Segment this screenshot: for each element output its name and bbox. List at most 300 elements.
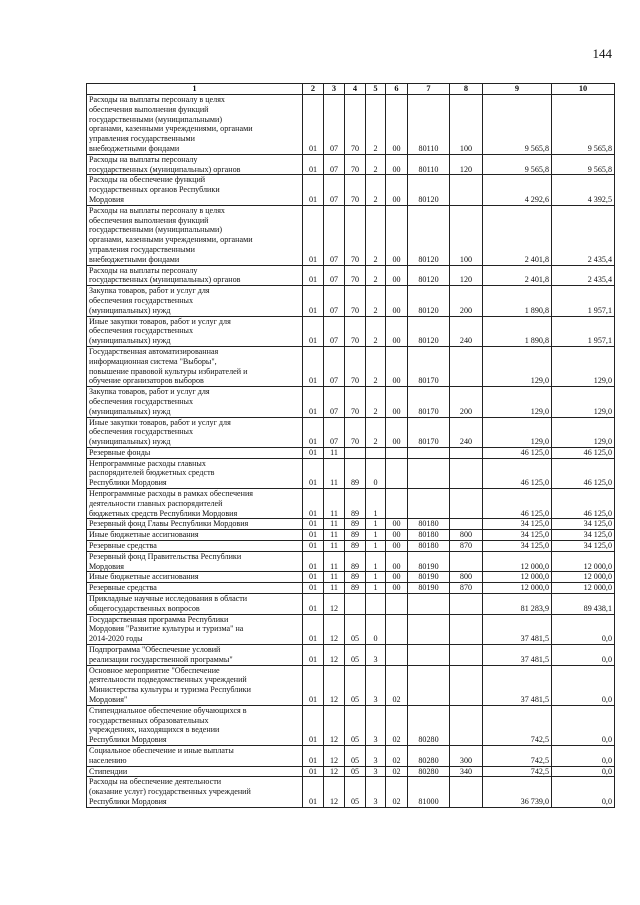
code-section-cell: 11 [324,519,345,530]
code-expense-type-cell [450,777,483,807]
expense-name-cell: Закупка товаров, работ и услуг для обеспечения государственных (муниципальных) нужд [87,387,303,417]
code-program-cell: 05 [345,665,366,705]
amount-year-2-cell: 0,0 [552,614,615,644]
code-program-cell: 05 [345,705,366,745]
code-section-cell: 12 [324,705,345,745]
code-program-cell: 89 [345,530,366,541]
code-subprogram-cell: 2 [366,346,386,386]
code-program-cell: 05 [345,746,366,767]
code-section-cell: 12 [324,594,345,615]
code-expense-type-cell: 340 [450,766,483,777]
amount-year-1-cell: 12 000,0 [483,551,552,572]
code-subprogram-cell: 3 [366,766,386,777]
code-ministry-cell: 01 [303,645,324,666]
expense-name-cell: Закупка товаров, работ и услуг для обеспечения государственных (муниципальных) нужд [87,286,303,316]
code-section-cell: 11 [324,551,345,572]
code-direction-cell: 80180 [408,541,450,552]
code-subprogram-cell: 2 [366,175,386,205]
code-section-cell: 07 [324,387,345,417]
amount-year-2-cell: 4 392,5 [552,175,615,205]
amount-year-2-cell: 2 435,4 [552,205,615,265]
code-section-cell: 12 [324,746,345,767]
table-row [87,766,615,777]
code-section-cell: 07 [324,154,345,175]
code-ministry-cell: 01 [303,95,324,155]
column-header-5: 5 [366,84,386,95]
code-ministry-cell: 01 [303,489,324,519]
code-program-cell: 89 [345,541,366,552]
code-event-cell: 02 [386,665,408,705]
amount-year-2-cell: 0,0 [552,705,615,745]
code-subprogram-cell: 1 [366,530,386,541]
code-direction-cell: 80120 [408,286,450,316]
code-ministry-cell: 01 [303,205,324,265]
table-row [87,175,615,205]
code-section-cell: 12 [324,777,345,807]
code-ministry-cell: 01 [303,154,324,175]
code-event-cell: 00 [386,316,408,346]
expense-name-cell: Расходы на выплаты персоналу в целях обеспечения выполнения функций государственными (муниципальными) органами, казенными учреждениями, органами управления государственными внебюджетными фондами [87,205,303,265]
code-subprogram-cell: 2 [366,265,386,286]
amount-year-2-cell: 9 565,8 [552,95,615,155]
code-event-cell: 00 [386,551,408,572]
code-ministry-cell: 01 [303,265,324,286]
expense-name-cell: Резервные средства [87,583,303,594]
amount-year-1-cell: 1 890,8 [483,286,552,316]
amount-year-2-cell: 9 565,8 [552,154,615,175]
budget-table [86,83,615,808]
expense-name-cell: Подпрограмма "Обеспечение условий реализации государственной программы" [87,645,303,666]
code-program-cell: 70 [345,417,366,447]
table-row [87,541,615,552]
code-expense-type-cell [450,447,483,458]
amount-year-1-cell: 46 125,0 [483,458,552,488]
code-direction-cell [408,594,450,615]
code-section-cell: 07 [324,205,345,265]
amount-year-2-cell: 46 125,0 [552,458,615,488]
code-expense-type-cell [450,614,483,644]
table-row [87,572,615,583]
code-event-cell: 00 [386,154,408,175]
expense-name-cell: Непрограммные расходы в рамках обеспечения деятельности главных распорядителей бюджетных средств Республики Мордовия [87,489,303,519]
code-expense-type-cell [450,346,483,386]
code-event-cell: 00 [386,572,408,583]
amount-year-1-cell: 37 481,5 [483,614,552,644]
code-subprogram-cell: 1 [366,572,386,583]
code-section-cell: 07 [324,346,345,386]
code-program-cell: 05 [345,614,366,644]
code-event-cell: 02 [386,746,408,767]
table-row [87,346,615,386]
code-expense-type-cell: 800 [450,530,483,541]
table-row [87,286,615,316]
code-event-cell: 00 [386,205,408,265]
code-expense-type-cell: 100 [450,95,483,155]
expense-name-cell: Иные бюджетные ассигнования [87,530,303,541]
amount-year-2-cell: 34 125,0 [552,519,615,530]
amount-year-1-cell: 34 125,0 [483,530,552,541]
amount-year-2-cell: 34 125,0 [552,541,615,552]
code-program-cell: 89 [345,458,366,488]
table-row [87,777,615,807]
code-program-cell: 05 [345,645,366,666]
code-ministry-cell: 01 [303,447,324,458]
expense-name-cell: Иные закупки товаров, работ и услуг для обеспечения государственных (муниципальных) нужд [87,417,303,447]
code-event-cell: 00 [386,530,408,541]
code-subprogram-cell: 0 [366,458,386,488]
expense-name-cell: Расходы на выплаты персоналу государственных (муниципальных) органов [87,154,303,175]
column-header-6: 6 [386,84,408,95]
table-row [87,417,615,447]
amount-year-1-cell: 34 125,0 [483,519,552,530]
code-expense-type-cell [450,175,483,205]
table-row [87,551,615,572]
expense-name-cell: Расходы на выплаты персоналу государственных (муниципальных) органов [87,265,303,286]
amount-year-2-cell: 0,0 [552,665,615,705]
amount-year-2-cell: 129,0 [552,346,615,386]
code-ministry-cell: 01 [303,387,324,417]
code-ministry-cell: 01 [303,766,324,777]
amount-year-2-cell: 34 125,0 [552,530,615,541]
table-row [87,746,615,767]
code-event-cell: 00 [386,265,408,286]
code-ministry-cell: 01 [303,458,324,488]
code-event-cell: 02 [386,777,408,807]
amount-year-1-cell: 12 000,0 [483,583,552,594]
expense-name-cell: Расходы на обеспечение функций государственных органов Республики Мордовия [87,175,303,205]
code-subprogram-cell: 2 [366,154,386,175]
code-direction-cell: 80280 [408,766,450,777]
amount-year-1-cell: 37 481,5 [483,645,552,666]
code-section-cell: 11 [324,458,345,488]
code-direction-cell: 80190 [408,583,450,594]
code-program-cell: 89 [345,572,366,583]
amount-year-2-cell: 0,0 [552,746,615,767]
column-header-7: 7 [408,84,450,95]
code-program-cell: 05 [345,766,366,777]
code-direction-cell: 80120 [408,205,450,265]
amount-year-1-cell: 1 890,8 [483,316,552,346]
amount-year-1-cell: 129,0 [483,346,552,386]
code-direction-cell: 80170 [408,387,450,417]
code-event-cell: 00 [386,175,408,205]
code-expense-type-cell: 240 [450,316,483,346]
code-direction-cell [408,458,450,488]
code-program-cell: 70 [345,387,366,417]
code-program-cell: 70 [345,265,366,286]
code-ministry-cell: 01 [303,346,324,386]
column-header-4: 4 [345,84,366,95]
code-subprogram-cell: 2 [366,95,386,155]
code-event-cell: 00 [386,417,408,447]
code-ministry-cell: 01 [303,541,324,552]
code-subprogram-cell: 2 [366,286,386,316]
column-header-10: 10 [552,84,615,95]
code-event-cell [386,458,408,488]
code-expense-type-cell: 240 [450,417,483,447]
table-row [87,154,615,175]
amount-year-2-cell: 12 000,0 [552,551,615,572]
code-direction-cell [408,447,450,458]
code-ministry-cell: 01 [303,746,324,767]
code-subprogram-cell: 1 [366,551,386,572]
code-direction-cell [408,645,450,666]
table-row [87,489,615,519]
code-program-cell: 89 [345,519,366,530]
code-direction-cell: 80120 [408,265,450,286]
code-subprogram-cell: 3 [366,705,386,745]
amount-year-1-cell: 36 739,0 [483,777,552,807]
amount-year-1-cell: 9 565,8 [483,95,552,155]
code-expense-type-cell [450,489,483,519]
amount-year-1-cell: 4 292,6 [483,175,552,205]
code-section-cell: 07 [324,316,345,346]
code-direction-cell [408,665,450,705]
code-expense-type-cell: 870 [450,541,483,552]
code-direction-cell: 81000 [408,777,450,807]
code-ministry-cell: 01 [303,530,324,541]
amount-year-1-cell: 129,0 [483,417,552,447]
code-ministry-cell: 01 [303,705,324,745]
amount-year-1-cell: 742,5 [483,766,552,777]
expense-name-cell: Расходы на обеспечение деятельности (оказание услуг) государственных учреждений Республики Мордовия [87,777,303,807]
code-section-cell: 07 [324,265,345,286]
code-ministry-cell: 01 [303,519,324,530]
column-header-8: 8 [450,84,483,95]
expense-name-cell: Резервный фонд Правительства Республики Мордовия [87,551,303,572]
code-event-cell [386,489,408,519]
code-expense-type-cell [450,594,483,615]
code-subprogram-cell: 1 [366,583,386,594]
code-ministry-cell: 01 [303,417,324,447]
code-expense-type-cell [450,645,483,666]
expense-name-cell: Государственная программа Республики Мордовия "Развитие культуры и туризма" на 2014-2020 годы [87,614,303,644]
code-direction-cell: 80170 [408,346,450,386]
amount-year-2-cell: 0,0 [552,777,615,807]
table-header-row [87,84,615,95]
code-ministry-cell: 01 [303,665,324,705]
expense-name-cell: Расходы на выплаты персоналу в целях обеспечения выполнения функций государственными (муниципальными) органами, казенными учреждениями, органами управления государственными внебюджетными фондами [87,95,303,155]
code-event-cell: 00 [386,541,408,552]
table-row [87,665,615,705]
code-event-cell: 00 [386,519,408,530]
amount-year-1-cell: 2 401,8 [483,205,552,265]
code-ministry-cell: 01 [303,594,324,615]
code-ministry-cell: 01 [303,551,324,572]
table-row [87,316,615,346]
code-ministry-cell: 01 [303,175,324,205]
expense-name-cell: Стипендиальное обеспечение обучающихся в государственных образовательных учреждениях, находящихся в ведении Республики Мордовия [87,705,303,745]
code-event-cell: 00 [386,346,408,386]
code-event-cell: 00 [386,583,408,594]
amount-year-2-cell: 1 957,1 [552,316,615,346]
code-expense-type-cell: 200 [450,387,483,417]
amount-year-1-cell: 2 401,8 [483,265,552,286]
amount-year-2-cell: 2 435,4 [552,265,615,286]
code-direction-cell: 80280 [408,705,450,745]
code-subprogram-cell: 3 [366,746,386,767]
amount-year-2-cell: 46 125,0 [552,489,615,519]
table-row [87,95,615,155]
code-program-cell: 70 [345,175,366,205]
table-row [87,530,615,541]
code-event-cell [386,447,408,458]
amount-year-2-cell: 89 438,1 [552,594,615,615]
code-section-cell: 12 [324,766,345,777]
code-event-cell [386,614,408,644]
table-row [87,705,615,745]
amount-year-2-cell: 0,0 [552,766,615,777]
code-subprogram-cell: 1 [366,519,386,530]
code-ministry-cell: 01 [303,316,324,346]
code-program-cell: 70 [345,95,366,155]
column-header-1: 1 [87,84,303,95]
table-row [87,614,615,644]
column-header-3: 3 [324,84,345,95]
amount-year-1-cell: 9 565,8 [483,154,552,175]
code-section-cell: 12 [324,614,345,644]
code-expense-type-cell [450,458,483,488]
code-section-cell: 07 [324,417,345,447]
table-row [87,265,615,286]
code-expense-type-cell: 800 [450,572,483,583]
code-subprogram-cell: 2 [366,205,386,265]
code-program-cell: 70 [345,346,366,386]
amount-year-1-cell: 37 481,5 [483,665,552,705]
code-program-cell: 70 [345,205,366,265]
code-subprogram-cell: 2 [366,316,386,346]
code-section-cell: 07 [324,175,345,205]
code-direction-cell: 80110 [408,95,450,155]
code-section-cell: 12 [324,645,345,666]
code-subprogram-cell: 3 [366,645,386,666]
code-direction-cell: 80180 [408,530,450,541]
code-event-cell: 00 [386,387,408,417]
code-direction-cell: 80120 [408,316,450,346]
code-program-cell: 89 [345,583,366,594]
code-program-cell: 89 [345,551,366,572]
code-expense-type-cell [450,519,483,530]
expense-name-cell: Непрограммные расходы главных распорядителей бюджетных средств Республики Мордовия [87,458,303,488]
code-direction-cell: 80170 [408,417,450,447]
code-event-cell [386,594,408,615]
amount-year-2-cell: 129,0 [552,387,615,417]
code-subprogram-cell: 3 [366,777,386,807]
code-subprogram-cell: 0 [366,614,386,644]
code-event-cell [386,645,408,666]
code-program-cell: 89 [345,489,366,519]
code-program-cell [345,447,366,458]
code-ministry-cell: 01 [303,572,324,583]
table-row [87,387,615,417]
code-ministry-cell: 01 [303,614,324,644]
amount-year-2-cell: 46 125,0 [552,447,615,458]
amount-year-1-cell: 129,0 [483,387,552,417]
code-section-cell: 07 [324,95,345,155]
amount-year-2-cell: 12 000,0 [552,583,615,594]
code-expense-type-cell: 300 [450,746,483,767]
expense-name-cell: Стипендии [87,766,303,777]
table-row [87,645,615,666]
code-section-cell: 11 [324,572,345,583]
amount-year-1-cell: 34 125,0 [483,541,552,552]
code-expense-type-cell [450,551,483,572]
column-header-9: 9 [483,84,552,95]
amount-year-1-cell: 12 000,0 [483,572,552,583]
expense-name-cell: Резервные средства [87,541,303,552]
code-program-cell [345,594,366,615]
amount-year-2-cell: 1 957,1 [552,286,615,316]
amount-year-2-cell: 12 000,0 [552,572,615,583]
code-ministry-cell: 01 [303,286,324,316]
code-expense-type-cell: 200 [450,286,483,316]
amount-year-1-cell: 46 125,0 [483,489,552,519]
code-subprogram-cell [366,594,386,615]
code-direction-cell: 80110 [408,154,450,175]
code-subprogram-cell: 1 [366,489,386,519]
expense-name-cell: Иные бюджетные ассигнования [87,572,303,583]
amount-year-1-cell: 46 125,0 [483,447,552,458]
code-program-cell: 70 [345,154,366,175]
code-expense-type-cell [450,665,483,705]
code-section-cell: 07 [324,286,345,316]
code-ministry-cell: 01 [303,583,324,594]
amount-year-1-cell: 742,5 [483,705,552,745]
code-program-cell: 70 [345,286,366,316]
amount-year-1-cell: 81 283,9 [483,594,552,615]
code-direction-cell [408,489,450,519]
table-row [87,458,615,488]
amount-year-2-cell: 0,0 [552,645,615,666]
code-subprogram-cell: 2 [366,387,386,417]
column-header-2: 2 [303,84,324,95]
code-section-cell: 11 [324,447,345,458]
code-direction-cell: 80120 [408,175,450,205]
code-expense-type-cell [450,705,483,745]
code-section-cell: 12 [324,665,345,705]
code-direction-cell [408,614,450,644]
table-row [87,519,615,530]
page-number: 144 [592,46,612,61]
code-subprogram-cell: 3 [366,665,386,705]
expense-name-cell: Резервные фонды [87,447,303,458]
table-row [87,594,615,615]
code-subprogram-cell: 1 [366,541,386,552]
code-section-cell: 11 [324,583,345,594]
code-event-cell: 02 [386,766,408,777]
code-section-cell: 11 [324,541,345,552]
expense-name-cell: Социальное обеспечение и иные выплаты населению [87,746,303,767]
expense-name-cell: Иные закупки товаров, работ и услуг для обеспечения государственных (муниципальных) нужд [87,316,303,346]
code-section-cell: 11 [324,530,345,541]
code-ministry-cell: 01 [303,777,324,807]
expense-name-cell: Основное мероприятие "Обеспечение деятельности подведомственных учреждений Министерства культуры и туризма Республики Мордовия" [87,665,303,705]
code-event-cell: 00 [386,95,408,155]
amount-year-1-cell: 742,5 [483,746,552,767]
code-expense-type-cell: 120 [450,154,483,175]
code-expense-type-cell: 870 [450,583,483,594]
code-program-cell: 70 [345,316,366,346]
code-subprogram-cell [366,447,386,458]
code-direction-cell: 80190 [408,551,450,572]
table-row [87,447,615,458]
code-event-cell: 02 [386,705,408,745]
code-expense-type-cell: 100 [450,205,483,265]
code-direction-cell: 80190 [408,572,450,583]
code-expense-type-cell: 120 [450,265,483,286]
code-program-cell: 05 [345,777,366,807]
table-row [87,205,615,265]
